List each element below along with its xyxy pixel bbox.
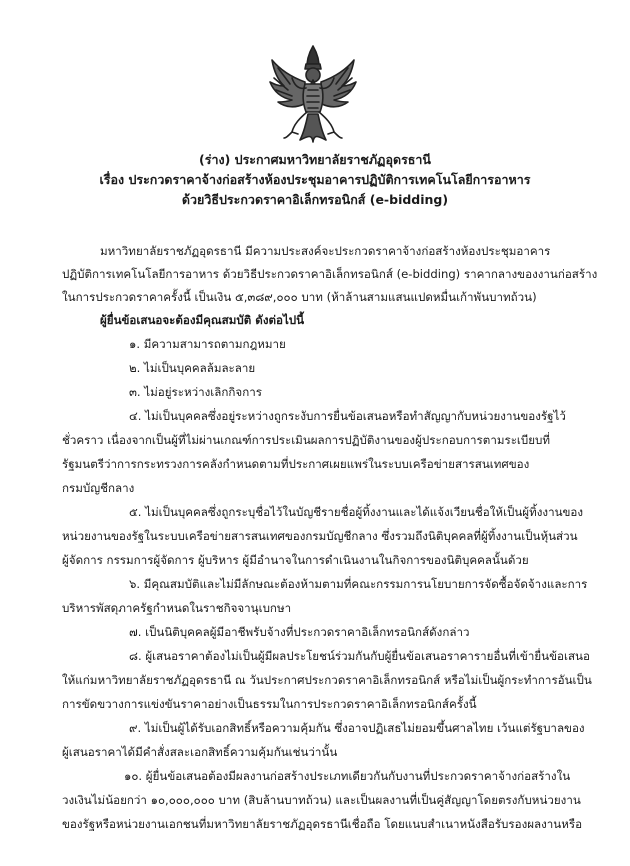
- qualification-item-cont: ชั่วคราว เนื่องจากเป็นผู้ที่ไม่ผ่านเกณฑ์การประเมินผลการปฏิบัติงานของผู้ประกอบการตามระเบียบที่: [62, 433, 551, 447]
- qualification-item: ๓. ไม่อยู่ระหว่างเลิกกิจการ: [129, 385, 262, 399]
- qualification-item-cont: ผู้เสนอราคาได้มีคำสั่งสละเอกสิทธิ์ความคุ้มกันเช่นว่านั้น: [62, 745, 338, 759]
- qualification-item-cont: รัฐมนตรีว่าการกระทรวงการคลังกำหนดตามที่ประกาศเผยแพร่ในระบบเครือข่ายสารสนเทศของ: [62, 457, 530, 471]
- qualification-item: ๑๐. ผู้ยื่นข้อเสนอต้องมีผลงานก่อสร้างประเภทเดียวกันกับงานที่ประกวดราคาจ้างก่อสร้างใน: [124, 769, 571, 783]
- qualification-item-cont: วงเงินไม่น้อยกว่า ๑๐,๐๐๐,๐๐๐ บาท (สิบล้านบาทถ้วน) และเป็นผลงานที่เป็นคู่สัญญาโดยตรงกับหน่วยงาน: [62, 793, 581, 807]
- qualification-item: ๔. ไม่เป็นบุคคลซึ่งอยู่ระหว่างถูกระงับการยื่นข้อเสนอหรือทำสัญญากับหน่วยงานของรัฐไว้: [129, 409, 566, 423]
- qualification-item: ๙. ไม่เป็นผู้ได้รับเอกสิทธิ์หรือความคุ้มกัน ซึ่งอาจปฏิเสธไม่ยอมขึ้นศาลไทย เว้นแต่รัฐบาลของ: [129, 721, 585, 735]
- qualification-item-cont: ของรัฐหรือหน่วยงานเอกชนที่มหาวิทยาลัยราชภัฏอุดรธานีเชื่อถือ โดยแนบสำเนาหนังสือรับรองผลงานหรือ: [62, 817, 583, 831]
- announcement-subject: เรื่อง ประกวดราคาจ้างก่อสร้างห้องประชุมอาคารปฏิบัติการเทคโนโลยีการอาหาร: [99, 172, 531, 187]
- qualification-item: ๑. มีความสามารถตามกฎหมาย: [129, 337, 286, 351]
- qualification-item: ๗. เป็นนิติบุคคลผู้มีอาชีพรับจ้างที่ประกวดราคาอิเล็กทรอนิกส์ดังกล่าว: [129, 625, 470, 639]
- intro-line-2: ปฏิบัติการเทคโนโลยีการอาหาร ด้วยวิธีประกวดราคาอิเล็กทรอนิกส์ (e-bidding) ราคากลางของงานก่อสร้าง: [62, 267, 598, 281]
- intro-line-1: มหาวิทยาลัยราชภัฏอุดรธานี มีความประสงค์จะประกวดราคาจ้างก่อสร้างห้องประชุมอาคาร: [100, 244, 551, 258]
- qualification-item-cont: การขัดขวางการแข่งขันราคาอย่างเป็นธรรมในการประกวดราคาอิเล็กทรอนิกส์ครั้งนี้: [62, 697, 477, 711]
- intro-line-3: ในการประกวดราคาครั้งนี้ เป็นเงิน ๕,๓๘๙,๐๐๐ บาท (ห้าล้านสามแสนแปดหมื่นเก้าพันบาทถ้วน): [62, 290, 537, 304]
- qualifications-heading: ผู้ยื่นข้อเสนอจะต้องมีคุณสมบัติ ดังต่อไปนี้: [100, 313, 305, 327]
- qualification-item-cont: ให้แก่มหาวิทยาลัยราชภัฏอุดรธานี ณ วันประกาศประกวดราคาอิเล็กทรอนิกส์ หรือไม่เป็นผู้กระทำการอันเป็น: [62, 673, 592, 687]
- qualification-item-cont: กรมบัญชีกลาง: [62, 481, 135, 495]
- qualification-item: ๒. ไม่เป็นบุคคลล้มละลาย: [129, 361, 256, 375]
- qualification-item: ๕. ไม่เป็นบุคคลซึ่งถูกระบุชื่อไว้ในบัญชีรายชื่อผู้ทิ้งงานและได้แจ้งเวียนชื่อให้เป็นผู้ทิ้งงานของ: [129, 505, 584, 519]
- qualification-item: ๘. ผู้เสนอราคาต้องไม่เป็นผู้มีผลประโยชน์ร่วมกันกับผู้ยื่นข้อเสนอราคารายอื่นที่เข้ายื่นข้อเสนอ: [129, 649, 590, 663]
- announcement-method: ด้วยวิธีประกวดราคาอิเล็กทรอนิกส์ (e-bidding): [181, 192, 449, 207]
- qualification-item: ๖. มีคุณสมบัติและไม่มีลักษณะต้องห้ามตามที่คณะกรรมการนโยบายการจัดซื้อจัดจ้างและการ: [129, 577, 588, 591]
- garuda-emblem-icon: [264, 44, 362, 144]
- qualification-item-cont: บริหารพัสดุภาครัฐกำหนดในราชกิจจานุเบกษา: [62, 601, 292, 615]
- announcement-title: (ร่าง) ประกาศมหาวิทยาลัยราชภัฏอุดรธานี: [199, 152, 431, 167]
- qualification-item-cont: ผู้จัดการ กรรมการผู้จัดการ ผู้บริหาร ผู้มีอำนาจในการดำเนินงานในกิจการของนิติบุคคลนั้นด้วย: [62, 553, 529, 567]
- qualification-item-cont: หน่วยงานของรัฐในระบบเครือข่ายสารสนเทศของกรมบัญชีกลาง ซึ่งรวมถึงนิติบุคคลที่ผู้ทิ้งงานเป็นหุ้นส่วน: [62, 529, 578, 543]
